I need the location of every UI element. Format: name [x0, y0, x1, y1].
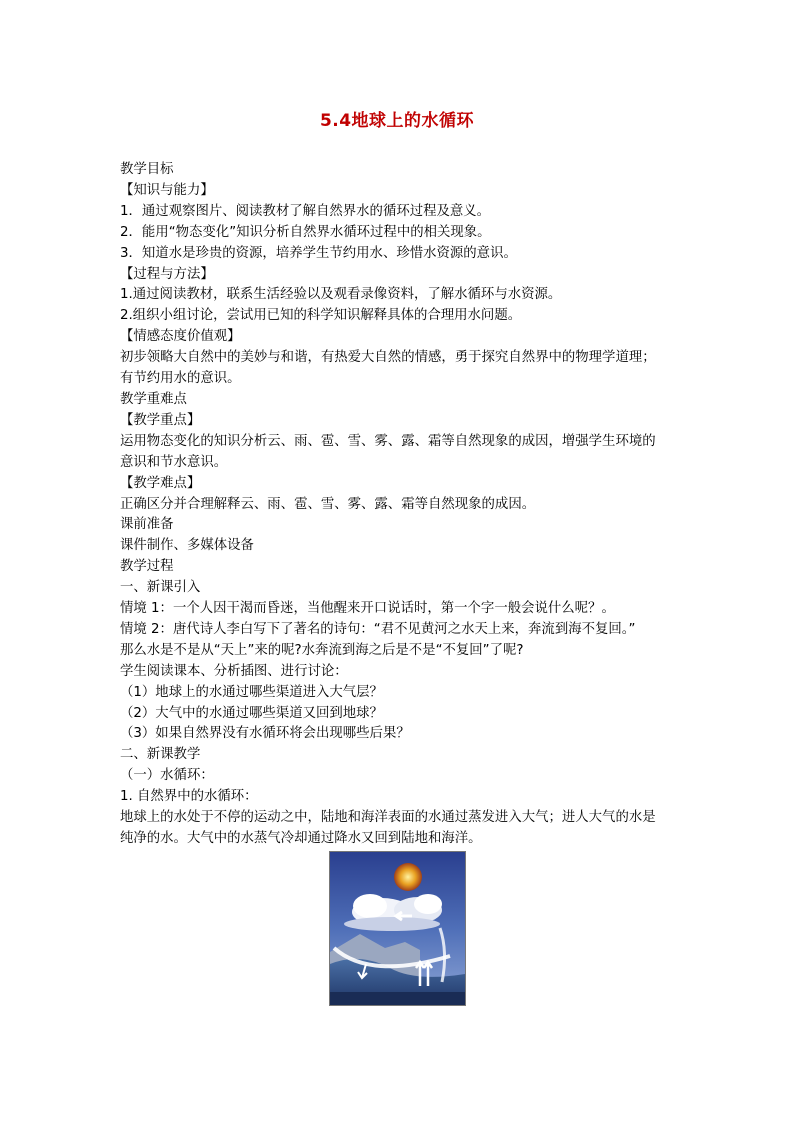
text-line: 意识和节水意识。	[120, 454, 228, 470]
section-heading-process: 教学过程	[120, 559, 174, 575]
text-line: 3．知道水是珍贵的资源，培养学生节约用水、珍惜水资源的意识。	[120, 245, 517, 261]
text-line: 纯净的水。大气中的水蒸气冷却通过降水又回到陆地和海洋。	[120, 831, 482, 846]
text-line: 正确区分并合理解释云、雨、雹、雪、雾、露、霜等自然现象的成因。	[120, 496, 536, 512]
text-line: 课件制作、多媒体设备	[120, 538, 254, 554]
document-body	[120, 160, 680, 850]
text-line: 1.通过阅读教材，联系生活经验以及观看录像资料，了解水循环与水资源。	[120, 287, 562, 303]
document-title: 5.4地球上的水循环	[319, 111, 475, 131]
subheading-natural-cycle: 1. 自然界中的水循环：	[120, 789, 258, 805]
subheading-new-lesson: 二、新课教学	[120, 747, 201, 763]
subheading-attitude: 【情感态度价值观】	[120, 329, 241, 345]
subheading-water-cycle: （一）水循环：	[120, 768, 214, 784]
subheading-focus: 【教学重点】	[120, 412, 201, 428]
section-heading-key-points: 教学重难点	[120, 391, 187, 407]
text-line: 2.组织小组讨论，尝试用已知的科学知识解释具体的合理用水问题。	[120, 308, 522, 324]
section-heading-objectives: 教学目标	[120, 162, 174, 177]
water-cycle-illustration-icon	[329, 851, 466, 1006]
text-line: 初步领略大自然中的美妙与和谐，有热爱大自然的情感，勇于探究自然界中的物理学道理；	[120, 350, 656, 366]
question-item: （3）如果自然界没有水循环将会出现哪些后果？	[120, 726, 410, 742]
text-line: 运用物态变化的知识分析云、雨、雹、雪、雾、露、霜等自然现象的成因，增强学生环境的	[120, 433, 656, 449]
subheading-intro: 一、新课引入	[120, 580, 201, 596]
question-item: （2）大气中的水通过哪些渠道又回到地球？	[120, 705, 383, 721]
section-heading-preparation: 课前准备	[120, 517, 174, 533]
text-line: 地球上的水处于不停的运动之中，陆地和海洋表面的水通过蒸发进入大气；进人大气的水是	[120, 810, 656, 826]
subheading-process: 【过程与方法】	[120, 266, 214, 282]
subheading-knowledge: 【知识与能力】	[120, 182, 214, 198]
text-line: 那么水是不是从“天上”来的呢?水奔流到海之后是不是“不复回”了呢?	[120, 642, 524, 658]
text-line: 情境 1：一个人因干渴而昏迷，当他醒来开口说话时，第一个字一般会说什么呢？。	[120, 601, 615, 617]
question-item: （1）地球上的水通过哪些渠道进入大气层？	[120, 684, 383, 700]
subheading-difficulty: 【教学难点】	[120, 475, 201, 491]
text-line: 学生阅读课本、分析插图、进行讨论：	[120, 663, 348, 679]
text-line: 有节约用水的意识。	[120, 371, 241, 387]
text-line: 情境 2：唐代诗人李白写下了著名的诗句：“君不见黄河之水天上来，奔流到海不复回。”	[120, 621, 636, 637]
text-line: 1．通过观察图片、阅读教材了解自然界水的循环过程及意义。	[120, 203, 491, 219]
text-line: 2．能用“物态变化”知识分析自然界水循环过程中的相关现象。	[120, 224, 491, 240]
